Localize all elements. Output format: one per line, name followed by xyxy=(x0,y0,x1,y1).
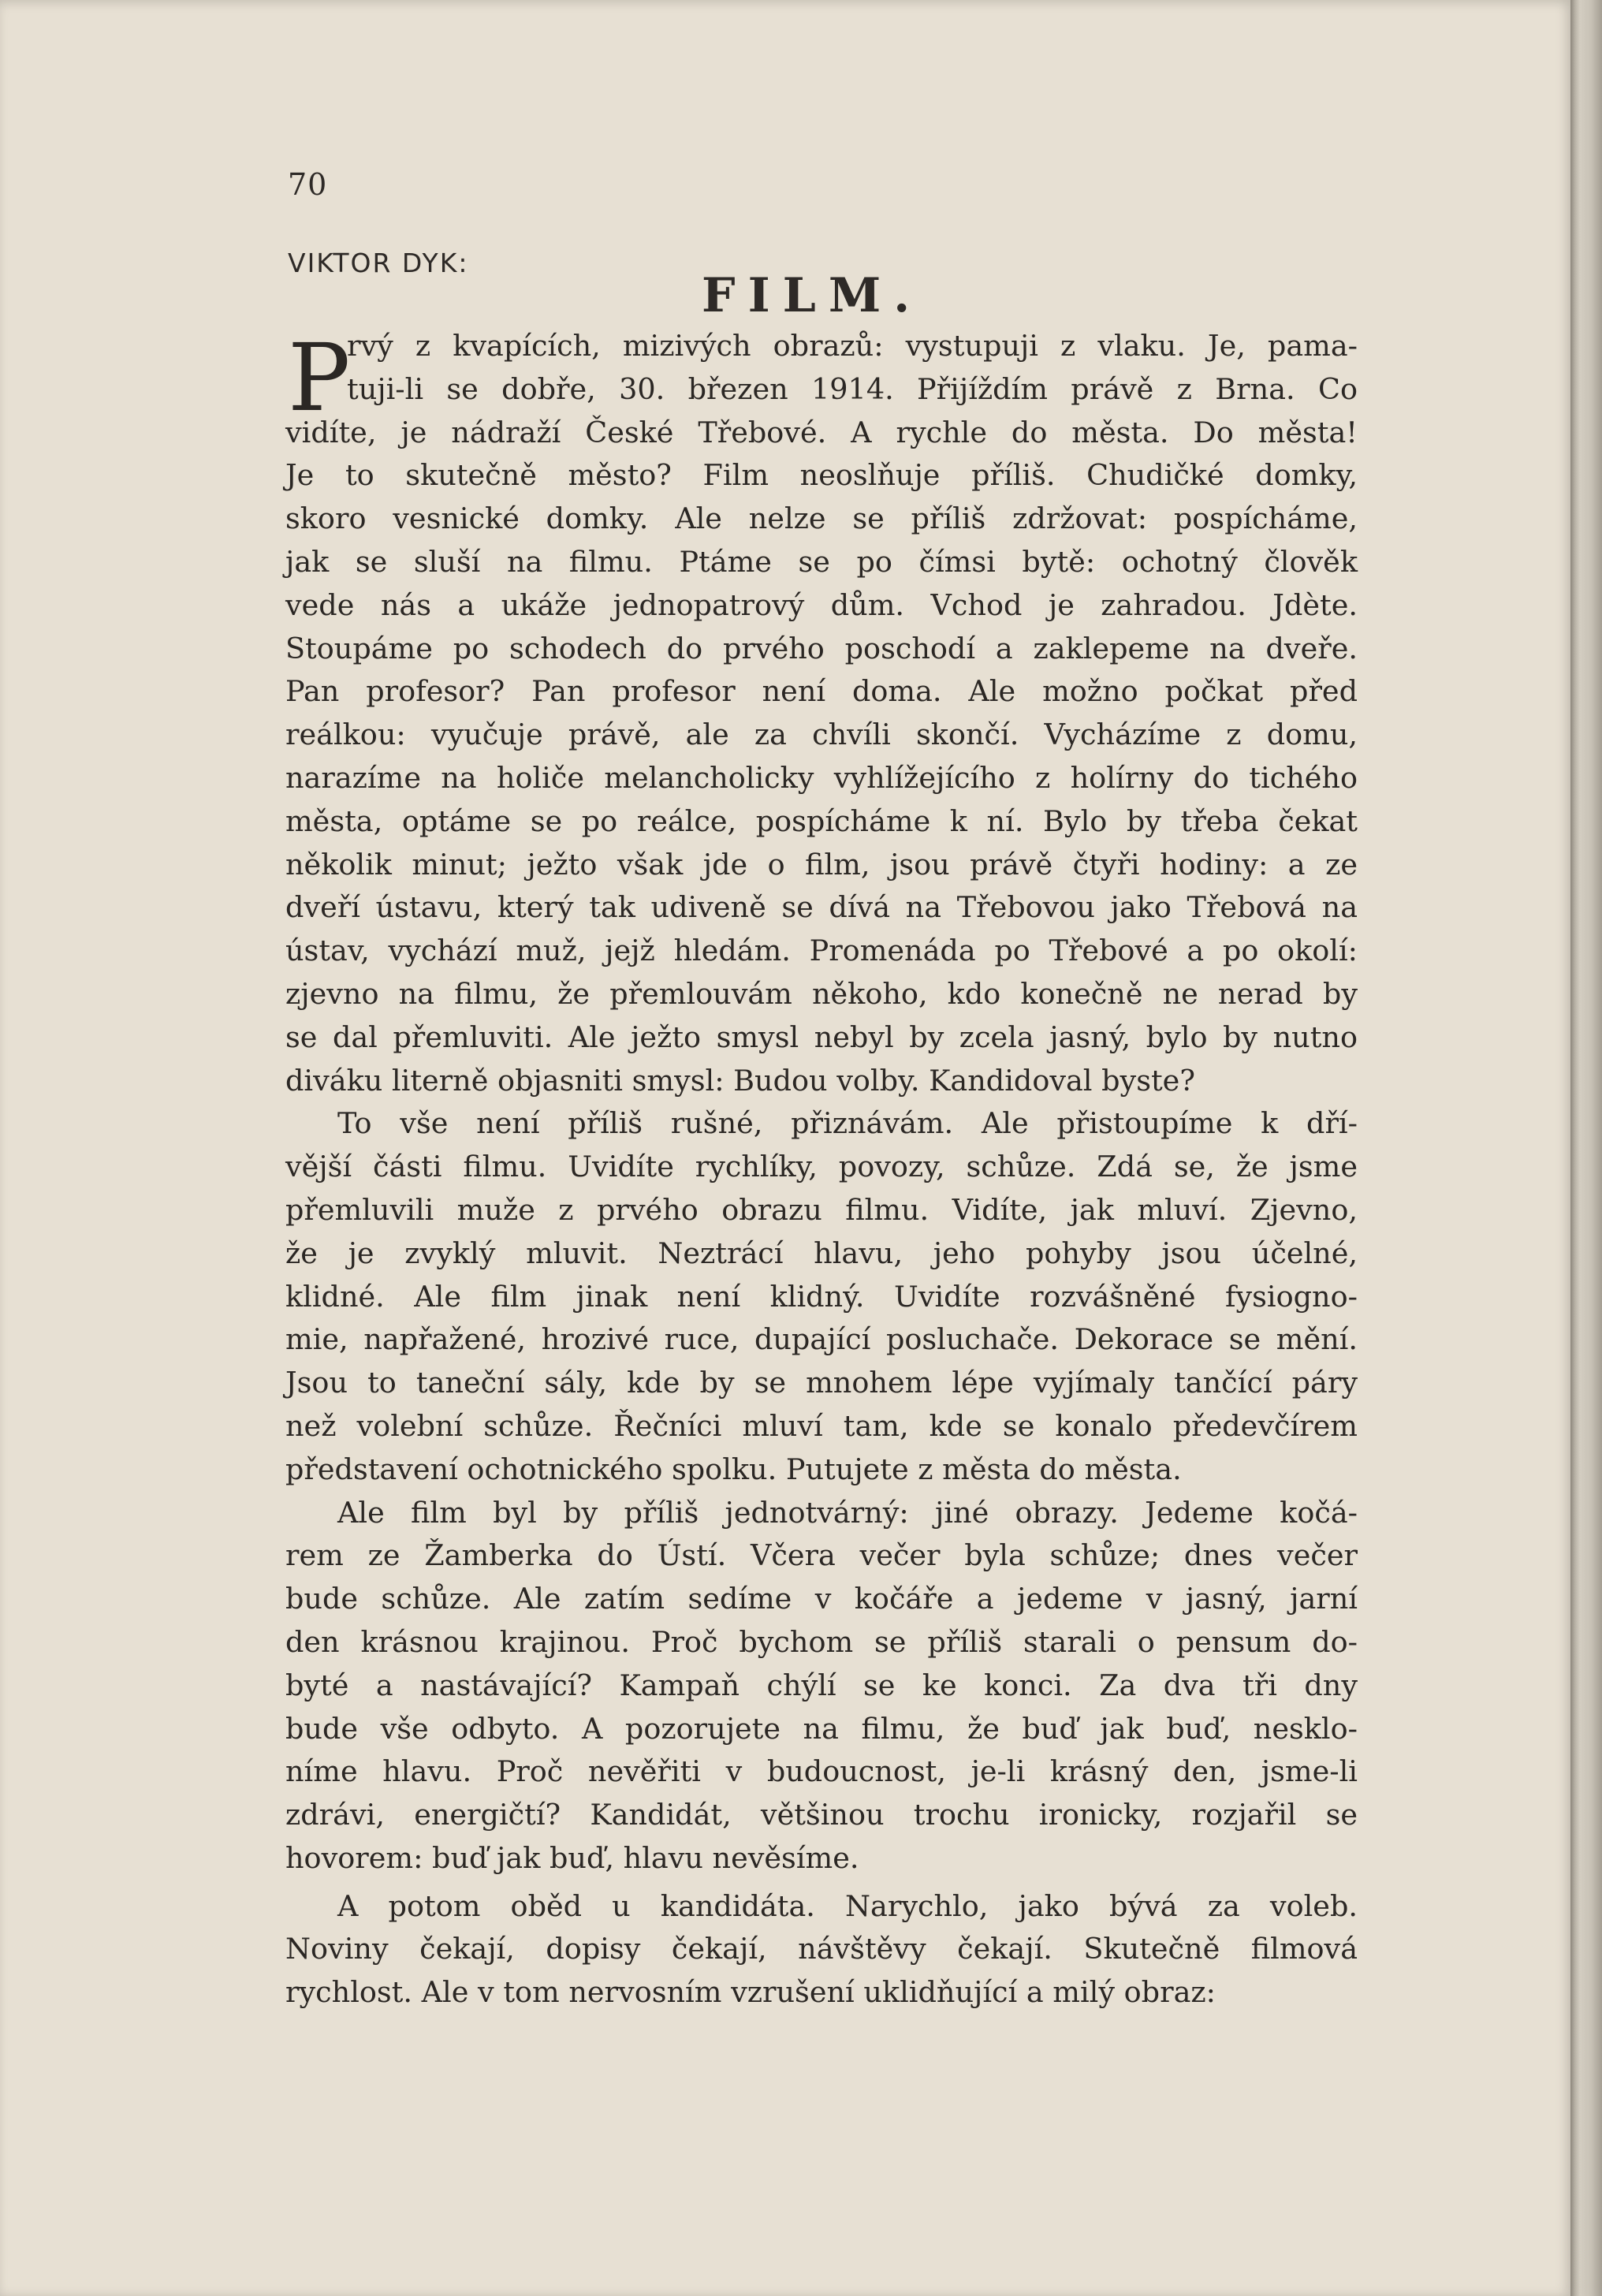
text-line: mie, napřažené, hrozivé ruce, dupající posluchače. Dekorace se mění. xyxy=(285,1322,1358,1357)
text-line: vidíte, je nádraží České Třebové. A rychle do města. Do města! xyxy=(285,415,1358,449)
text-line: rvý z kvapících, mizivých obrazů: vystupuji z vlaku. Je, pama- xyxy=(347,329,1358,363)
text-line: To vše není příliš rušné, přiznávám. Ale přistoupíme k dří- xyxy=(337,1106,1358,1141)
text-line: vede nás a ukáže jednopatrový dům. Vchod je zahradou. Jdète. xyxy=(285,587,1358,622)
article-title: FILM. xyxy=(702,268,923,323)
text-line: klidné. Ale film jinak není klidný. Uvidíte rozvášněné fysiogno- xyxy=(285,1279,1358,1314)
text-line: bude schůze. Ale zatím sedíme v kočáře a jedeme v jasný, jarní xyxy=(285,1582,1358,1616)
article-body xyxy=(285,325,1358,2015)
text-line: několik minut; ježto však jde o film, jsou právě čtyři hodiny: a ze xyxy=(285,847,1358,882)
text-line: narazíme na holiče melancholicky vyhlížejícího z holírny do tichého xyxy=(285,760,1358,795)
text-line: vější části filmu. Uvidíte rychlíky, povozy, schůze. Zdá se, že jsme xyxy=(285,1150,1358,1184)
page-number: 70 xyxy=(288,167,328,202)
text-line: Noviny čekají, dopisy čekají, návštěvy čekají. Skutečně filmová xyxy=(285,1932,1358,1966)
text-line: města, optáme se po reálce, pospícháme k ní. Bylo by třeba čekat xyxy=(285,803,1358,838)
text-line: Pan profesor? Pan profesor není doma. Ale možno počkat před xyxy=(285,674,1358,709)
text-line: Ale film byl by příliš jednotvárný: jiné obrazy. Jedeme kočá- xyxy=(337,1495,1358,1530)
text-line: zjevno na filmu, že přemlouvám někoho, kdo konečně ne nerad by xyxy=(285,976,1358,1011)
text-line: Stoupáme po schodech do prvého poschodí a zaklepeme na dveře. xyxy=(285,631,1358,665)
page-edge xyxy=(1570,0,1602,2296)
text-line: Je to skutečně město? Film neoslňuje příliš. Chudičké domky, xyxy=(285,458,1358,493)
text-line: představení ochotnického spolku. Putujete z města do města. xyxy=(285,1452,1182,1486)
text-line: než volební schůze. Řečníci mluví tam, kde se konalo předevčírem xyxy=(285,1408,1358,1443)
text-line: přemluvili muže z prvého obrazu filmu. Vidíte, jak mluví. Zjevno, xyxy=(285,1192,1358,1227)
text-line: se dal přemluviti. Ale ježto smysl nebyl by zcela jasný, bylo by nutno xyxy=(285,1019,1358,1054)
author-name: VIKTOR DYK: xyxy=(288,248,469,278)
text-line: jak se sluší na filmu. Ptáme se po čímsi bytě: ochotný člověk xyxy=(285,544,1358,579)
text-line: rem ze Žamberka do Ústí. Včera večer byla schůze; dnes večer xyxy=(285,1538,1358,1573)
text-line: hovorem: buď jak buď, hlavu nevěsíme. xyxy=(285,1840,859,1875)
text-line: rychlost. Ale v tom nervosním vzrušení uklidňující a milý obraz: xyxy=(285,1975,1216,2010)
text-line: reálkou: vyučuje právě, ale za chvíli skončí. Vycházíme z domu, xyxy=(285,718,1358,752)
text-line: den krásnou krajinou. Proč bychom se příliš starali o pensum do- xyxy=(285,1624,1358,1659)
text-line: tuji-li se dobře, 30. březen 1914. Přijíždím právě z Brna. Co xyxy=(347,371,1358,406)
text-line: byté a nastávající? Kampaň chýlí se ke konci. Za dva tři dny xyxy=(285,1668,1358,1702)
text-line: že je zvyklý mluvit. Neztrácí hlavu, jeho pohyby jsou účelné, xyxy=(285,1236,1358,1270)
text-line: zdrávi, energičtí? Kandidát, většinou trochu ironicky, rozjařil se xyxy=(285,1798,1358,1832)
text-line: dveří ústavu, který tak udiveně se dívá na Třebovou jako Třebová na xyxy=(285,890,1358,925)
text-line: A potom oběd u kandidáta. Narychlo, jako bývá za voleb. xyxy=(337,1888,1358,1923)
drop-cap: P xyxy=(288,323,351,432)
text-line: bude vše odbyto. A pozorujete na filmu, že buď jak buď, nesklo- xyxy=(285,1711,1358,1746)
text-line: Jsou to taneční sály, kde by se mnohem lépe vyjímaly tančící páry xyxy=(285,1366,1358,1400)
text-line: níme hlavu. Proč nevěřiti v budoucnost, je-li krásný den, jsme-li xyxy=(285,1754,1358,1789)
text-line: skoro vesnické domky. Ale nelze se příliš zdržovat: pospícháme, xyxy=(285,501,1358,536)
text-line: diváku literně objasniti smysl: Budou volby. Kandidoval byste? xyxy=(285,1063,1195,1098)
text-line: ústav, vychází muž, jejž hledám. Promenáda po Třebové a po okolí: xyxy=(285,934,1358,968)
